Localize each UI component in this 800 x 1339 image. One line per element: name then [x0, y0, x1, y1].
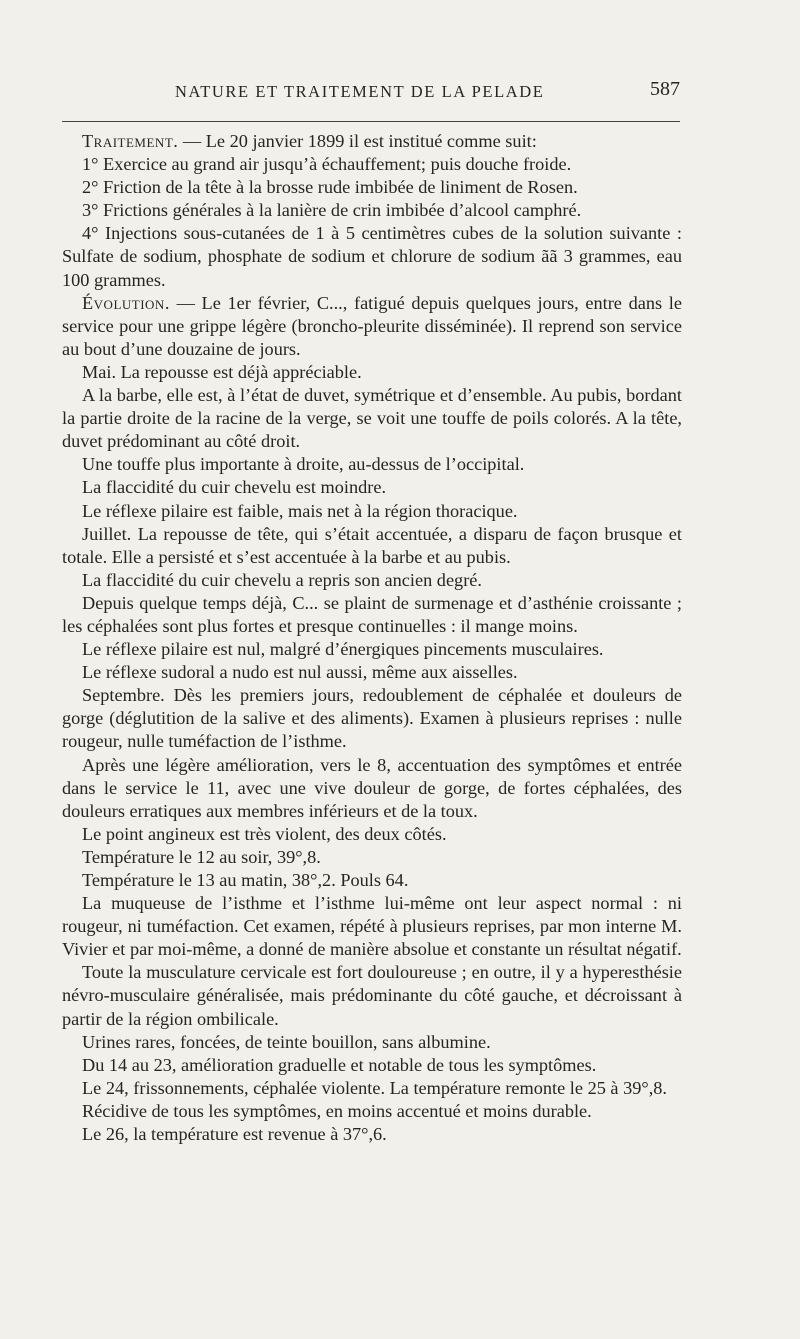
paragraph: Le réflexe sudoral a nudo est nul aussi, même aux aisselles.	[82, 662, 518, 683]
paragraph: 1° Exercice au grand air jusqu’à échauffement; puis douche froide.	[82, 154, 572, 175]
paragraph: Après une légère amélioration, vers le 8, accentuation des symptômes et entrée dans le service le 11, avec une vive douleur de gorge, de fortes céphalées, des douleurs erratiques aux membres inférieurs et de la toux.	[62, 754, 682, 821]
paragraph: Température le 12 au soir, 39°,8.	[82, 846, 321, 867]
paragraph: Température le 13 au matin, 38°,2. Pouls 64.	[82, 870, 409, 890]
running-title: NATURE ET TRAITEMENT DE LA PELADE	[175, 82, 545, 101]
paragraph: 2° Friction de la tête à la brosse rude imbibée de liniment de Rosen.	[82, 177, 578, 198]
paragraph: Depuis quelque temps déjà, C... se plaint de surmenage et d’asthénie croissante ; les céphalées sont plus fortes et presque continuelles : il mange moins.	[62, 592, 682, 636]
page-number: 587	[650, 78, 680, 100]
paragraph: Septembre. Dès les premiers jours, redoublement de céphalée et douleurs de gorge (déglutition de la salive et des aliments). Examen à plusieurs reprises : nulle rougeur, nulle tuméfaction de l’isthme.	[62, 685, 682, 752]
paragraph: 3° Frictions générales à la lanière de crin imbibée d’alcool camphré.	[82, 200, 582, 221]
paragraph: Le 26, la température est revenue à 37°,6.	[82, 1124, 387, 1145]
paragraph: Traitement. — Le 20 janvier 1899 il est institué comme suit:	[82, 131, 537, 151]
paragraph: Le 24, frissonnements, céphalée violente. La température remonte le 25 à 39°,8.	[82, 1077, 667, 1098]
paragraph: La muqueuse de l’isthme et l’isthme lui-même ont leur aspect normal : ni rougeur, ni tuméfaction. Cet examen, répété à plusieurs reprises, par mon interne M. Vivier et par moi-même, a donné de manière absolue et constante un résultat négatif.	[62, 893, 682, 960]
paragraph: A la barbe, elle est, à l’état de duvet, symétrique et d’ensemble. Au pubis, bordant la partie droite de la racine de la verge, se voit une touffe de poils colorés. A la tête, duvet prédominant au côté droit.	[62, 385, 682, 452]
running-header	[60, 78, 680, 108]
paragraph: Du 14 au 23, amélioration graduelle et notable de tous les symptômes.	[82, 1054, 597, 1075]
paragraph: Une touffe plus importante à droite, au-dessus de l’occipital.	[82, 454, 525, 475]
paragraph: La flaccidité du cuir chevelu a repris son ancien degré.	[82, 569, 482, 590]
paragraph: Urines rares, foncées, de teinte bouillon, sans albumine.	[82, 1031, 491, 1052]
header-rule	[62, 121, 680, 122]
section-lead: Évolution.	[82, 292, 170, 313]
paragraph: 4° Injections sous-cutanées de 1 à 5 centimètres cubes de la solution suivante : Sulfate de sodium, phosphate de sodium et chlorure de sodium ãã 3 grammes, eau 100 grammes.	[62, 223, 682, 290]
paragraph: Mai. La repousse est déjà appréciable.	[82, 361, 362, 382]
paragraph: Le point angineux est très violent, des deux côtés.	[82, 823, 447, 844]
paragraph: Évolution. — Le 1er février, C..., fatigué depuis quelques jours, entre dans le service pour une grippe légère (broncho-pleurite disséminée). Il reprend son service au bout d’une douzaine de jours.	[62, 292, 682, 359]
paragraph: Le réflexe pilaire est faible, mais net à la région thoracique.	[82, 500, 518, 521]
paragraph: La flaccidité du cuir chevelu est moindre.	[82, 477, 387, 498]
section-lead: Traitement.	[82, 131, 179, 151]
body-text	[62, 130, 682, 1146]
paragraph: Juillet. La repousse de tête, qui s’était accentuée, a disparu de façon brusque et totale. Elle a persisté et s’est accentuée à la barbe et au pubis.	[62, 523, 682, 567]
paragraph: Le réflexe pilaire est nul, malgré d’énergiques pincements musculaires.	[82, 639, 604, 660]
paragraph: Récidive de tous les symptômes, en moins accentué et moins durable.	[82, 1100, 592, 1121]
paragraph: Toute la musculature cervicale est fort douloureuse ; en outre, il y a hyperesthésie névro-musculaire généralisée, mais prédominante du côté gauche, et décroissant à partir de la région ombilicale.	[62, 962, 682, 1029]
